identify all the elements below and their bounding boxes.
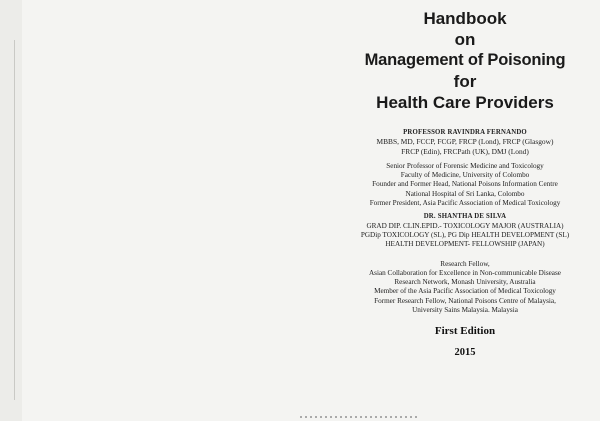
author2-role-line: Member of the Asia Pacific Association of Medical Toxicology [374,287,556,296]
author2-credentials-line: HEALTH DEVELOPMENT- FELLOWSHIP (JAPAN) [385,240,545,249]
author1-role-line: National Hospital of Sri Lanka, Colombo [405,189,525,198]
author2-credentials-line: GRAD DIP. CLIN.EPID.- TOXICOLOGY MAJOR (AUSTRALIA) [366,221,564,230]
author1-credentials-line-1: MBBS, MD, FCCP, FCGP, FRCP (Lond), FRCP (Glasgow) [376,137,554,147]
scan-artifact-mark [300,416,420,418]
author1-role-line: Faculty of Medicine, University of Colombo [400,171,530,180]
author2-role-line: Research Fellow, [440,259,490,268]
author2-role-line: Former Research Fellow, National Poisons Centre of Malaysia, [374,296,556,305]
authors-section [330,128,600,315]
book-title [330,8,600,113]
author1-role-line: Senior Professor of Forensic Medicine and Toxicology [386,161,544,170]
author1-name: PROFESSOR RAVINDRA FERNANDO [403,129,527,136]
author2-role-line: Research Network, Monash University, Australia [394,278,536,287]
edition-label: First Edition [434,325,496,337]
author2-role-line: Asian Collaboration for Excellence in Non-communicable Disease [368,268,561,277]
author1-role-line: Former President, Asia Pacific Association of Medical Toxicology [369,199,561,208]
title-line-3: Management of Poisoning [364,51,566,69]
title-line-2: on [454,30,476,49]
author2-credentials-line: PGDip TOXICOLOGY (SL), PG Dip HEALTH DEVELOPMENT (SL) [360,230,570,239]
page-spine-line [14,40,15,400]
left-page-margin [0,0,22,421]
publication-year: 2015 [454,347,476,358]
title-line-4: for [453,72,477,91]
author1-role-line: Founder and Former Head, National Poisons Information Centre [372,180,558,189]
author1-credentials-line-2: FRCP (Edin), FRCPath (UK), DMJ (Lond) [401,146,529,156]
title-line-1: Handbook [423,9,507,28]
author2-role-line: University Sains Malaysia. Malaysia [412,306,518,315]
author2-name: DR. SHANTHA DE SILVA [423,213,507,221]
title-line-5: Health Care Providers [376,93,554,112]
